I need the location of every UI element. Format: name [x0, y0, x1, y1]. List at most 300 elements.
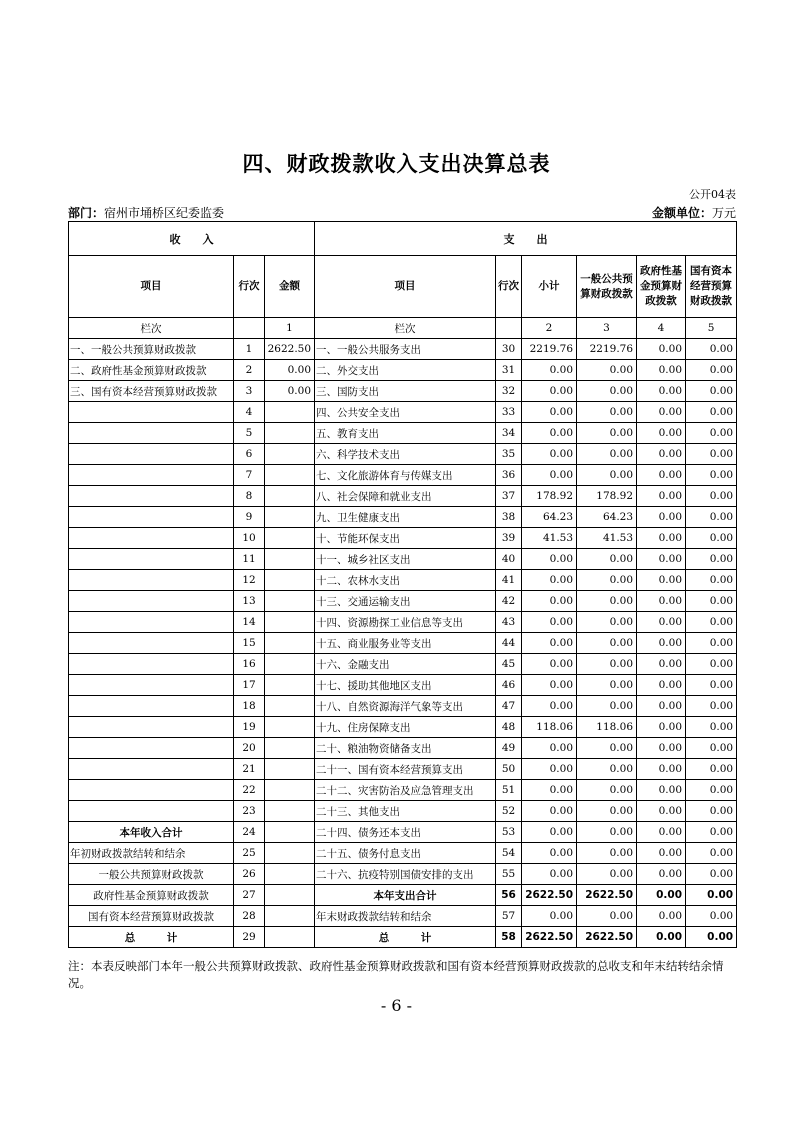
subtotal-cell: 2622.50 [522, 927, 577, 948]
income-amount-cell [265, 759, 315, 780]
expense-row-no-header: 行次 [496, 256, 522, 318]
income-amount-cell [265, 843, 315, 864]
income-item-cell [69, 528, 234, 549]
gov-fund-cell: 0.00 [637, 822, 686, 843]
state-capital-cell: 0.00 [686, 675, 737, 696]
table-row [69, 801, 737, 822]
income-row-no-cell: 11 [234, 549, 265, 570]
subtotal-cell: 0.00 [522, 570, 577, 591]
subtotal-cell: 0.00 [522, 822, 577, 843]
state-capital-cell: 0.00 [686, 738, 737, 759]
gov-fund-cell: 0.00 [637, 696, 686, 717]
state-capital-cell: 0.00 [686, 612, 737, 633]
state-capital-cell: 0.00 [686, 339, 737, 360]
table-row [69, 507, 737, 528]
income-row-no-cell: 17 [234, 675, 265, 696]
section-header-row [69, 222, 737, 256]
gov-fund-cell: 0.00 [637, 486, 686, 507]
income-amount-cell: 0.00 [265, 381, 315, 402]
gov-fund-cell: 0.00 [637, 381, 686, 402]
col-index-1: 1 [265, 318, 315, 339]
expense-item-cell: 十四、资源勘探工业信息等支出 [315, 612, 496, 633]
expense-item-cell: 十三、交通运输支出 [315, 591, 496, 612]
income-row-no-cell: 23 [234, 801, 265, 822]
table-code: 公开04表 [689, 188, 736, 201]
expense-row-no-cell: 57 [496, 906, 522, 927]
income-item-cell: 三、国有资本经营预算财政拨款 [69, 381, 234, 402]
income-item-cell: 一、一般公共预算财政拨款 [69, 339, 234, 360]
gov-fund-cell: 0.00 [637, 801, 686, 822]
state-capital-cell: 0.00 [686, 864, 737, 885]
gov-fund-cell: 0.00 [637, 906, 686, 927]
expense-row-no-cell: 34 [496, 423, 522, 444]
expense-item-cell: 四、公共安全支出 [315, 402, 496, 423]
expense-row-no-cell: 56 [496, 885, 522, 906]
gov-fund-cell: 0.00 [637, 864, 686, 885]
income-item-cell [69, 654, 234, 675]
expense-row-no-cell: 45 [496, 654, 522, 675]
gov-fund-cell: 0.00 [637, 507, 686, 528]
gov-fund-cell: 0.00 [637, 528, 686, 549]
expense-row-no-cell: 35 [496, 444, 522, 465]
expense-item-cell: 二、外交支出 [315, 360, 496, 381]
income-row-no-cell: 10 [234, 528, 265, 549]
income-item-cell: 政府性基金预算财政拨款 [69, 885, 234, 906]
income-item-cell [69, 633, 234, 654]
expense-item-cell: 十五、商业服务业等支出 [315, 633, 496, 654]
gen-budget-cell: 0.00 [577, 738, 637, 759]
income-amount-cell: 2622.50 [265, 339, 315, 360]
table-row [69, 696, 737, 717]
column-index-row [69, 318, 737, 339]
subtotal-cell: 0.00 [522, 591, 577, 612]
expense-item-cell: 九、卫生健康支出 [315, 507, 496, 528]
income-item-cell [69, 717, 234, 738]
subtotal-cell: 0.00 [522, 654, 577, 675]
income-row-no-cell: 1 [234, 339, 265, 360]
income-row-no-cell: 26 [234, 864, 265, 885]
gov-fund-cell: 0.00 [637, 549, 686, 570]
gen-budget-cell: 0.00 [577, 654, 637, 675]
income-item-cell: 国有资本经营预算财政拨款 [69, 906, 234, 927]
table-row [69, 675, 737, 696]
subtotal-cell: 0.00 [522, 780, 577, 801]
income-amount-cell [265, 717, 315, 738]
gov-fund-cell: 0.00 [637, 759, 686, 780]
expense-row-no-cell: 48 [496, 717, 522, 738]
fiscal-summary-table [68, 221, 737, 948]
income-amount-cell [265, 570, 315, 591]
gen-budget-cell: 0.00 [577, 591, 637, 612]
income-item-cell [69, 402, 234, 423]
department-line [68, 204, 224, 221]
footnote: 注：本表反映部门本年一般公共预算财政拨款、政府性基金预算财政拨款和国有资本经营预算财政拨款的总收支和年末结转结余情况。 [68, 959, 724, 990]
income-row-no-cell: 18 [234, 696, 265, 717]
income-amount-cell [265, 696, 315, 717]
state-capital-cell: 0.00 [686, 759, 737, 780]
state-capital-cell: 0.00 [686, 927, 737, 948]
expense-item-cell: 五、教育支出 [315, 423, 496, 444]
table-row [69, 360, 737, 381]
table-row [69, 570, 737, 591]
table-row [69, 780, 737, 801]
gov-fund-header: 政府性基金预算财政拨款 [637, 256, 686, 318]
expense-row-no-cell: 38 [496, 507, 522, 528]
state-capital-cell: 0.00 [686, 780, 737, 801]
gen-budget-cell: 0.00 [577, 423, 637, 444]
income-row-no-cell: 27 [234, 885, 265, 906]
expense-row-no-cell: 52 [496, 801, 522, 822]
income-row-no-cell: 5 [234, 423, 265, 444]
subtotal-cell: 41.53 [522, 528, 577, 549]
gov-fund-cell: 0.00 [637, 360, 686, 381]
income-amount-cell [265, 822, 315, 843]
gen-budget-cell: 0.00 [577, 633, 637, 654]
income-row-no-cell: 20 [234, 738, 265, 759]
expense-section-header: 支 出 [315, 222, 737, 256]
income-item-cell [69, 801, 234, 822]
table-row [69, 423, 737, 444]
state-capital-cell: 0.00 [686, 696, 737, 717]
gen-budget-cell: 0.00 [577, 612, 637, 633]
income-item-cell: 二、政府性基金预算财政拨款 [69, 360, 234, 381]
expense-row-no-cell: 47 [496, 696, 522, 717]
income-item-cell [69, 675, 234, 696]
state-capital-cell: 0.00 [686, 843, 737, 864]
col-index-blank [496, 318, 522, 339]
subtotal-cell: 0.00 [522, 381, 577, 402]
subtotal-cell: 0.00 [522, 906, 577, 927]
gov-fund-cell: 0.00 [637, 843, 686, 864]
table-row [69, 885, 737, 906]
gov-fund-cell: 0.00 [637, 738, 686, 759]
gen-budget-cell: 2622.50 [577, 885, 637, 906]
table-row [69, 654, 737, 675]
expense-row-no-cell: 39 [496, 528, 522, 549]
expense-item-cell: 七、文化旅游体育与传媒支出 [315, 465, 496, 486]
income-amount-cell [265, 549, 315, 570]
income-amount-cell [265, 612, 315, 633]
income-item-cell [69, 780, 234, 801]
state-capital-cell: 0.00 [686, 906, 737, 927]
state-capital-header: 国有资本经营预算财政拨款 [686, 256, 737, 318]
expense-row-no-cell: 51 [496, 780, 522, 801]
income-row-no-cell: 3 [234, 381, 265, 402]
income-row-no-cell: 14 [234, 612, 265, 633]
table-row [69, 906, 737, 927]
income-item-cell [69, 486, 234, 507]
page-number: - 6 - [380, 996, 413, 1015]
expense-item-cell: 年末财政拨款结转和结余 [315, 906, 496, 927]
gov-fund-cell: 0.00 [637, 717, 686, 738]
gen-budget-cell: 0.00 [577, 675, 637, 696]
income-row-no-cell: 9 [234, 507, 265, 528]
unit-line [652, 204, 736, 221]
income-amount-cell [265, 444, 315, 465]
income-item-cell [69, 738, 234, 759]
gov-fund-cell: 0.00 [637, 654, 686, 675]
state-capital-cell: 0.00 [686, 507, 737, 528]
gen-budget-cell: 0.00 [577, 696, 637, 717]
income-row-no-cell: 29 [234, 927, 265, 948]
expense-row-no-cell: 50 [496, 759, 522, 780]
gen-budget-cell: 41.53 [577, 528, 637, 549]
income-item-header: 项目 [69, 256, 234, 318]
income-row-no-cell: 21 [234, 759, 265, 780]
subtotal-cell: 0.00 [522, 360, 577, 381]
gov-fund-cell: 0.00 [637, 612, 686, 633]
gov-fund-cell: 0.00 [637, 885, 686, 906]
table-row [69, 591, 737, 612]
income-item-cell [69, 612, 234, 633]
expense-item-cell: 十二、农林水支出 [315, 570, 496, 591]
gen-budget-cell: 0.00 [577, 465, 637, 486]
expense-item-cell: 一、一般公共服务支出 [315, 339, 496, 360]
income-amount-cell [265, 528, 315, 549]
expense-row-no-cell: 43 [496, 612, 522, 633]
state-capital-cell: 0.00 [686, 801, 737, 822]
subtotal-cell: 0.00 [522, 738, 577, 759]
state-capital-cell: 0.00 [686, 885, 737, 906]
income-amount-cell [265, 738, 315, 759]
state-capital-cell: 0.00 [686, 486, 737, 507]
state-capital-cell: 0.00 [686, 381, 737, 402]
state-capital-cell: 0.00 [686, 549, 737, 570]
income-amount-cell [265, 654, 315, 675]
income-row-no-cell: 16 [234, 654, 265, 675]
income-item-cell [69, 549, 234, 570]
expense-item-cell: 二十二、灾害防治及应急管理支出 [315, 780, 496, 801]
income-amount-cell [265, 927, 315, 948]
expense-item-cell: 十八、自然资源海洋气象等支出 [315, 696, 496, 717]
subtotal-cell: 0.00 [522, 633, 577, 654]
subtotal-cell: 0.00 [522, 843, 577, 864]
expense-item-header: 项目 [315, 256, 496, 318]
table-row [69, 528, 737, 549]
subtotal-cell: 0.00 [522, 696, 577, 717]
expense-item-cell: 三、国防支出 [315, 381, 496, 402]
expense-item-cell: 二十四、债务还本支出 [315, 822, 496, 843]
table-row [69, 549, 737, 570]
gen-budget-cell: 118.06 [577, 717, 637, 738]
gen-budget-cell: 0.00 [577, 822, 637, 843]
subtotal-cell: 0.00 [522, 549, 577, 570]
table-row [69, 864, 737, 885]
gov-fund-cell: 0.00 [637, 927, 686, 948]
gen-budget-cell: 0.00 [577, 381, 637, 402]
subtotal-header: 小计 [522, 256, 577, 318]
income-item-cell [69, 465, 234, 486]
gen-budget-header: 一般公共预算财政拨款 [577, 256, 637, 318]
state-capital-cell: 0.00 [686, 360, 737, 381]
state-capital-cell: 0.00 [686, 423, 737, 444]
expense-item-cell: 二十一、国有资本经营预算支出 [315, 759, 496, 780]
income-row-no-cell: 15 [234, 633, 265, 654]
col-label-expense: 栏次 [315, 318, 496, 339]
subtotal-cell: 0.00 [522, 465, 577, 486]
income-row-no-cell: 8 [234, 486, 265, 507]
income-amount-cell [265, 402, 315, 423]
table-row [69, 402, 737, 423]
state-capital-cell: 0.00 [686, 402, 737, 423]
table-row [69, 759, 737, 780]
income-row-no-cell: 6 [234, 444, 265, 465]
expense-item-cell: 总 计 [315, 927, 496, 948]
gen-budget-cell: 0.00 [577, 864, 637, 885]
income-row-no-cell: 4 [234, 402, 265, 423]
gov-fund-cell: 0.00 [637, 339, 686, 360]
expense-row-no-cell: 55 [496, 864, 522, 885]
expense-item-cell: 十九、住房保障支出 [315, 717, 496, 738]
gov-fund-cell: 0.00 [637, 570, 686, 591]
subtotal-cell: 0.00 [522, 423, 577, 444]
expense-item-cell: 十、节能环保支出 [315, 528, 496, 549]
table-row [69, 612, 737, 633]
income-item-cell [69, 570, 234, 591]
expense-row-no-cell: 44 [496, 633, 522, 654]
expense-item-cell: 二十六、抗疫特别国债安排的支出 [315, 864, 496, 885]
income-amount-cell [265, 885, 315, 906]
gov-fund-cell: 0.00 [637, 591, 686, 612]
state-capital-cell: 0.00 [686, 528, 737, 549]
state-capital-cell: 0.00 [686, 633, 737, 654]
expense-row-no-cell: 53 [496, 822, 522, 843]
income-row-no-cell: 25 [234, 843, 265, 864]
unit-label: 金额单位： [651, 206, 712, 220]
subtotal-cell: 118.06 [522, 717, 577, 738]
expense-row-no-cell: 58 [496, 927, 522, 948]
col-label-income: 栏次 [69, 318, 234, 339]
income-item-cell: 年初财政拨款结转和结余 [69, 843, 234, 864]
expense-row-no-cell: 30 [496, 339, 522, 360]
expense-row-no-cell: 54 [496, 843, 522, 864]
department-name: 宿州市埇桥区纪委监委 [104, 206, 225, 220]
income-row-no-cell: 7 [234, 465, 265, 486]
col-index-4: 4 [637, 318, 686, 339]
col-index-blank [234, 318, 265, 339]
subtotal-cell: 0.00 [522, 801, 577, 822]
table-row [69, 633, 737, 654]
income-row-no-cell: 19 [234, 717, 265, 738]
income-row-no-cell: 24 [234, 822, 265, 843]
income-amount-cell [265, 864, 315, 885]
gov-fund-cell: 0.00 [637, 402, 686, 423]
expense-item-cell: 二十三、其他支出 [315, 801, 496, 822]
subtotal-cell: 0.00 [522, 675, 577, 696]
expense-item-cell: 六、科学技术支出 [315, 444, 496, 465]
income-row-no-cell: 12 [234, 570, 265, 591]
income-row-no-cell: 28 [234, 906, 265, 927]
subtotal-cell: 2219.76 [522, 339, 577, 360]
table-row [69, 486, 737, 507]
gov-fund-cell: 0.00 [637, 780, 686, 801]
gen-budget-cell: 0.00 [577, 759, 637, 780]
table-row [69, 465, 737, 486]
income-item-cell: 总 计 [69, 927, 234, 948]
gov-fund-cell: 0.00 [637, 465, 686, 486]
gov-fund-cell: 0.00 [637, 633, 686, 654]
subtotal-cell: 0.00 [522, 612, 577, 633]
gen-budget-cell: 0.00 [577, 801, 637, 822]
income-row-no-cell: 13 [234, 591, 265, 612]
gen-budget-cell: 0.00 [577, 780, 637, 801]
income-item-cell [69, 759, 234, 780]
subtotal-cell: 0.00 [522, 444, 577, 465]
table-row [69, 738, 737, 759]
income-item-cell [69, 591, 234, 612]
expense-item-cell: 十一、城乡社区支出 [315, 549, 496, 570]
subtotal-cell: 178.92 [522, 486, 577, 507]
page-title: 四、财政拨款收入支出决算总表 [242, 152, 551, 176]
department-label: 部门： [68, 206, 105, 220]
table-row [69, 339, 737, 360]
table-row [69, 444, 737, 465]
income-amount-cell [265, 801, 315, 822]
expense-row-no-cell: 49 [496, 738, 522, 759]
income-amount-cell: 0.00 [265, 360, 315, 381]
income-amount-cell [265, 486, 315, 507]
state-capital-cell: 0.00 [686, 717, 737, 738]
col-index-3: 3 [577, 318, 637, 339]
table-row [69, 822, 737, 843]
income-amount-cell [265, 591, 315, 612]
expense-item-cell: 十七、援助其他地区支出 [315, 675, 496, 696]
subtotal-cell: 2622.50 [522, 885, 577, 906]
income-item-cell [69, 444, 234, 465]
income-amount-cell [265, 675, 315, 696]
expense-item-cell: 二十、粮油物资储备支出 [315, 738, 496, 759]
expense-row-no-cell: 41 [496, 570, 522, 591]
subtotal-cell: 64.23 [522, 507, 577, 528]
col-index-5: 5 [686, 318, 737, 339]
income-section-header: 收 入 [69, 222, 315, 256]
table-row [69, 381, 737, 402]
income-row-no-header: 行次 [234, 256, 265, 318]
column-header-row [69, 256, 737, 318]
state-capital-cell: 0.00 [686, 822, 737, 843]
expense-row-no-cell: 42 [496, 591, 522, 612]
gen-budget-cell: 2219.76 [577, 339, 637, 360]
unit-value: 万元 [711, 206, 736, 220]
gen-budget-cell: 0.00 [577, 402, 637, 423]
expense-row-no-cell: 32 [496, 381, 522, 402]
gen-budget-cell: 0.00 [577, 906, 637, 927]
income-item-cell [69, 507, 234, 528]
expense-item-cell: 二十五、债务付息支出 [315, 843, 496, 864]
income-amount-cell [265, 423, 315, 444]
income-item-cell: 一般公共预算财政拨款 [69, 864, 234, 885]
gov-fund-cell: 0.00 [637, 444, 686, 465]
subtotal-cell: 0.00 [522, 759, 577, 780]
expense-row-no-cell: 36 [496, 465, 522, 486]
expense-row-no-cell: 40 [496, 549, 522, 570]
expense-row-no-cell: 31 [496, 360, 522, 381]
gov-fund-cell: 0.00 [637, 675, 686, 696]
income-amount-cell [265, 906, 315, 927]
income-amount-cell [265, 780, 315, 801]
state-capital-cell: 0.00 [686, 591, 737, 612]
expense-item-cell: 本年支出合计 [315, 885, 496, 906]
gov-fund-cell: 0.00 [637, 423, 686, 444]
income-amount-cell [265, 465, 315, 486]
expense-row-no-cell: 33 [496, 402, 522, 423]
subtotal-cell: 0.00 [522, 402, 577, 423]
income-amount-cell [265, 633, 315, 654]
income-item-cell: 本年收入合计 [69, 822, 234, 843]
col-index-2: 2 [522, 318, 577, 339]
gen-budget-cell: 64.23 [577, 507, 637, 528]
income-row-no-cell: 2 [234, 360, 265, 381]
